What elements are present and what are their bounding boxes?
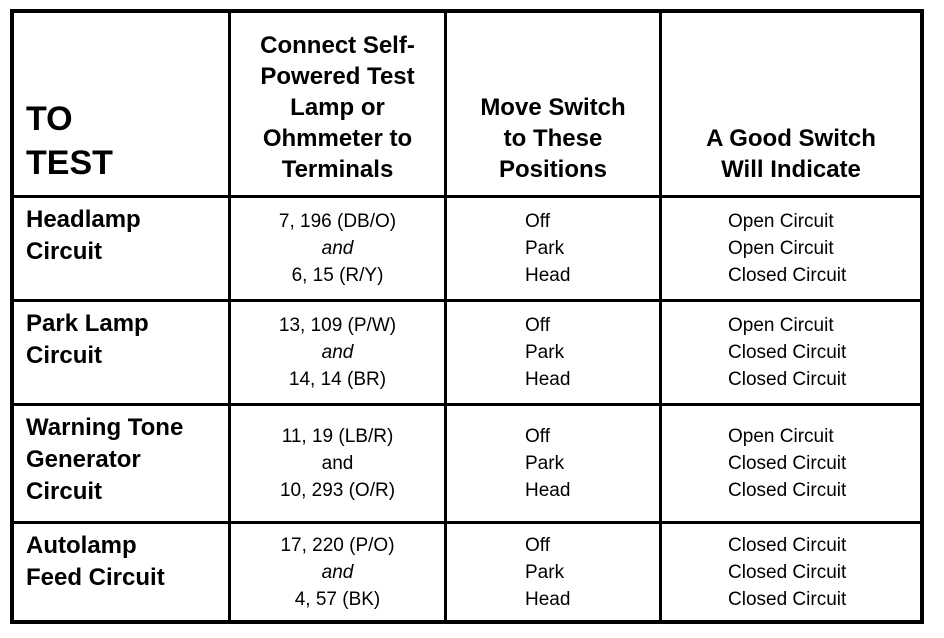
row-headlamp-terminals (231, 198, 447, 302)
label-line: Circuit (26, 342, 103, 369)
terminal-line: 11, 19 (LB/R) (281, 426, 394, 447)
row-park-lamp-label (14, 302, 231, 406)
terminal-line: 6, 15 (R/Y) (291, 265, 384, 286)
row-headlamp-positions (447, 198, 662, 302)
terminal-line: 14, 14 (BR) (288, 369, 387, 390)
result-line: Closed Circuit (728, 534, 847, 556)
row-autolamp-label (14, 524, 231, 620)
row-warning-tone-positions (447, 406, 662, 524)
row-warning-tone-results (662, 406, 920, 524)
header-line: Move Switch (480, 94, 626, 121)
position-line: Park (525, 342, 565, 363)
header-line: TO (26, 100, 73, 138)
header-line: Lamp or (290, 94, 385, 121)
terminal-line: 7, 196 (DB/O) (278, 211, 397, 232)
result-line: Open Circuit (728, 315, 834, 336)
position-line: Off (525, 426, 550, 447)
header-line: Ohmmeter to (262, 125, 413, 152)
terminal-line: and (321, 238, 354, 259)
header-good-switch (662, 13, 920, 198)
result-line: Closed Circuit (728, 480, 847, 501)
switch-test-table (10, 9, 924, 624)
header-line: to These (503, 125, 603, 152)
position-line: Off (525, 211, 550, 232)
terminal-line: and (321, 561, 354, 583)
row-warning-tone-label (14, 406, 231, 524)
row-headlamp-label (14, 198, 231, 302)
result-line: Open Circuit (728, 426, 834, 447)
row-autolamp-positions (447, 524, 662, 620)
position-line: Park (525, 238, 565, 259)
position-line: Park (525, 561, 565, 583)
terminal-line: 13, 109 (P/W) (278, 315, 397, 336)
result-line: Closed Circuit (728, 265, 847, 286)
label-line: Generator (26, 446, 141, 473)
header-to-test (14, 13, 231, 198)
header-move-switch (447, 13, 662, 198)
position-line: Head (525, 588, 571, 610)
header-line: Connect Self- (260, 32, 415, 59)
header-line: A Good Switch (706, 125, 876, 152)
position-line: Park (525, 453, 565, 474)
terminal-line: 17, 220 (P/O) (280, 534, 395, 556)
header-line: Will Indicate (721, 156, 861, 183)
label-line: Circuit (26, 238, 103, 265)
terminal-line: and (321, 453, 354, 474)
row-warning-tone-terminals (231, 406, 447, 524)
label-line: Circuit (26, 478, 103, 505)
label-line: Feed Circuit (26, 564, 165, 591)
terminal-line: 4, 57 (BK) (294, 588, 381, 610)
position-line: Off (525, 315, 550, 336)
row-park-lamp-terminals (231, 302, 447, 406)
result-line: Closed Circuit (728, 453, 847, 474)
result-line: Closed Circuit (728, 561, 847, 583)
header-line: Powered Test (260, 63, 415, 90)
label-line: Autolamp (26, 532, 137, 559)
header-line: Positions (498, 156, 607, 183)
header-line: Terminals (281, 156, 394, 183)
result-line: Closed Circuit (728, 588, 847, 610)
terminal-line: 10, 293 (O/R) (279, 480, 396, 501)
position-line: Head (525, 480, 571, 501)
result-line: Closed Circuit (728, 369, 847, 390)
result-line: Open Circuit (728, 211, 834, 232)
row-headlamp-results (662, 198, 920, 302)
row-autolamp-results (662, 524, 920, 620)
row-park-lamp-positions (447, 302, 662, 406)
label-line: Warning Tone (26, 414, 184, 441)
position-line: Head (525, 265, 571, 286)
header-connect (231, 13, 447, 198)
header-line: TEST (26, 144, 113, 182)
label-line: Park Lamp (26, 310, 149, 337)
row-autolamp-terminals (231, 524, 447, 620)
position-line: Head (525, 369, 571, 390)
row-park-lamp-results (662, 302, 920, 406)
position-line: Off (525, 534, 550, 556)
result-line: Open Circuit (728, 238, 834, 259)
result-line: Closed Circuit (728, 342, 847, 363)
terminal-line: and (321, 342, 354, 363)
label-line: Headlamp (26, 206, 141, 233)
